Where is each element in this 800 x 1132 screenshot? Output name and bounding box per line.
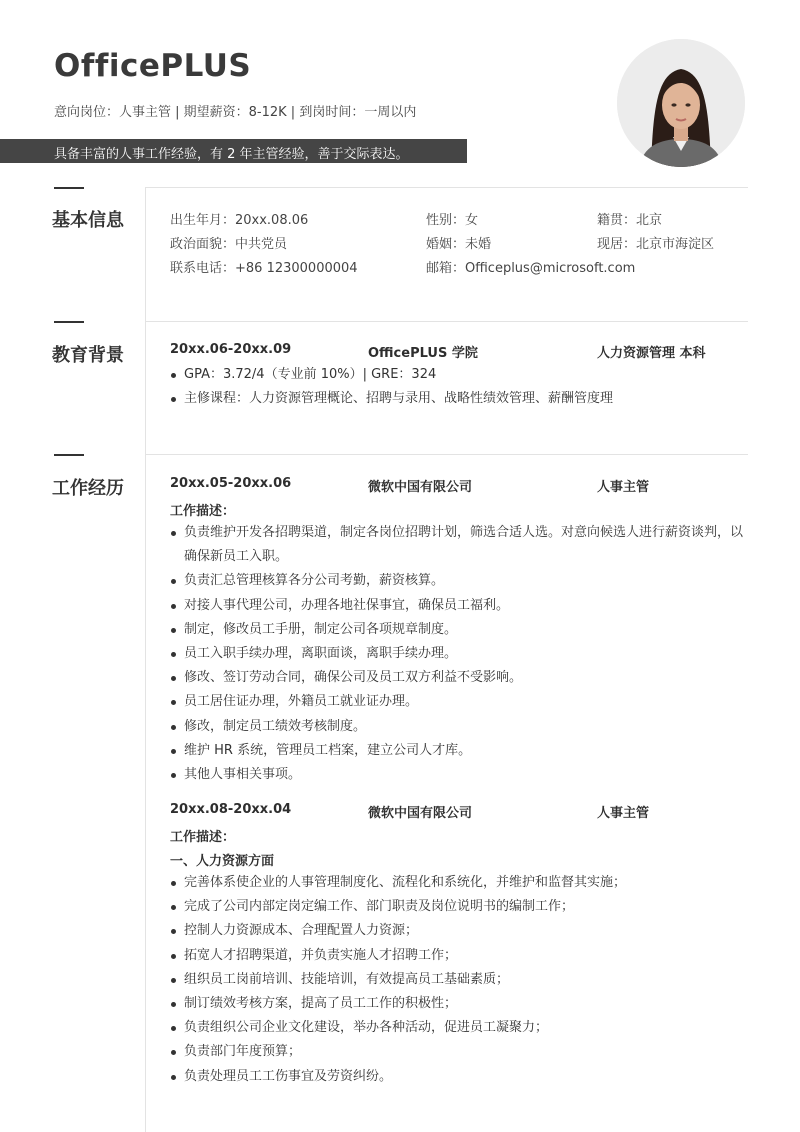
list-item: 对接人事代理公司，办理各地社保事宜，确保员工福利。 bbox=[170, 594, 748, 618]
job-position: 人事主管 bbox=[597, 480, 650, 495]
section-divider-education bbox=[145, 321, 748, 322]
section-title-work: 工作经历 bbox=[52, 478, 124, 499]
email-address: 邮箱：Officeplus@microsoft.com bbox=[426, 261, 636, 276]
job-period: 20xx.08-20xx.04 bbox=[170, 802, 292, 817]
job-duties-list bbox=[170, 521, 748, 787]
native-place: 籍贯：北京 bbox=[597, 213, 663, 228]
job-description-label: 工作描述： bbox=[170, 504, 236, 519]
summary-text: 具备丰富的人事工作经验，有 2 年主管经验，善于交际表达。 bbox=[54, 147, 409, 162]
education-period: 20xx.06-20xx.09 bbox=[170, 342, 292, 357]
left-column-divider bbox=[145, 188, 146, 1132]
school-name: OfficePLUS 学院 bbox=[368, 346, 478, 361]
list-item: 控制人力资源成本、合理配置人力资源； bbox=[170, 919, 626, 943]
list-item: 负责汇总管理核算各分公司考勤，薪资核算。 bbox=[170, 569, 748, 593]
section-divider-work bbox=[145, 454, 748, 455]
list-item: 制订绩效考核方案，提高了员工工作的积极性； bbox=[170, 992, 626, 1016]
job-position: 人事主管 bbox=[597, 806, 650, 821]
company-name: 微软中国有限公司 bbox=[368, 480, 473, 495]
current-residence: 现居：北京市海淀区 bbox=[597, 237, 715, 252]
list-item: 员工居住证办理，外籍员工就业证办理。 bbox=[170, 690, 748, 714]
birth-date: 出生年月：20xx.08.06 bbox=[170, 213, 309, 228]
list-item: 维护 HR 系统，管理员工档案，建立公司人才库。 bbox=[170, 739, 748, 763]
job-intent-line: 意向岗位：人事主管 | 期望薪资：8-12K | 到岗时间：一周以内 bbox=[54, 105, 417, 120]
section-divider-basic bbox=[145, 187, 748, 188]
political-status: 政治面貌：中共党员 bbox=[170, 237, 288, 252]
section-marker bbox=[54, 187, 84, 189]
list-item: 其他人事相关事项。 bbox=[170, 763, 748, 787]
section-marker bbox=[54, 454, 84, 456]
profile-photo bbox=[617, 39, 745, 167]
section-marker bbox=[54, 321, 84, 323]
major-degree: 人力资源管理 本科 bbox=[597, 346, 706, 361]
candidate-name: OfficePLUS bbox=[54, 48, 252, 84]
education-details-list bbox=[170, 363, 613, 411]
job-duties-list bbox=[170, 871, 626, 1089]
list-item: 负责部门年度预算； bbox=[170, 1040, 626, 1064]
section-title-education: 教育背景 bbox=[52, 345, 124, 366]
list-item: 完善体系使企业的人事管理制度化、流程化和系统化，并维护和监督其实施； bbox=[170, 871, 626, 895]
list-item: 主修课程：人力资源管理概论、招聘与录用、战略性绩效管理、薪酬管度理 bbox=[170, 387, 613, 411]
list-item: 制定，修改员工手册，制定公司各项规章制度。 bbox=[170, 618, 748, 642]
portrait-illustration bbox=[617, 39, 745, 167]
job-period: 20xx.05-20xx.06 bbox=[170, 476, 292, 491]
list-item: 完成了公司内部定岗定编工作、部门职责及岗位说明书的编制工作； bbox=[170, 895, 626, 919]
job-description-label: 工作描述： bbox=[170, 830, 236, 845]
list-item: 拓宽人才招聘渠道，并负责实施人才招聘工作； bbox=[170, 944, 626, 968]
summary-banner bbox=[0, 139, 467, 163]
list-item: 负责组织公司企业文化建设，举办各种活动，促进员工凝聚力； bbox=[170, 1016, 626, 1040]
list-item: 修改、签订劳动合同，确保公司及员工双方利益不受影响。 bbox=[170, 666, 748, 690]
gender: 性别：女 bbox=[426, 213, 479, 228]
list-item: 修改，制定员工绩效考核制度。 bbox=[170, 715, 748, 739]
phone-number: 联系电话：+86 12300000004 bbox=[170, 261, 358, 276]
section-title-basic: 基本信息 bbox=[52, 210, 124, 231]
list-item: 负责维护开发各招聘渠道，制定各岗位招聘计划，筛选合适人选。对意向候选人进行薪资谈判，以确保新员工入职。 bbox=[170, 521, 748, 569]
duty-subheading: 一、人力资源方面 bbox=[170, 854, 275, 869]
list-item: 组织员工岗前培训、技能培训，有效提高员工基础素质； bbox=[170, 968, 626, 992]
list-item: GPA：3.72/4（专业前 10%）| GRE：324 bbox=[170, 363, 613, 387]
marital-status: 婚姻：未婚 bbox=[426, 237, 492, 252]
company-name: 微软中国有限公司 bbox=[368, 806, 473, 821]
list-item: 负责处理员工工伤事宜及劳资纠纷。 bbox=[170, 1065, 626, 1089]
list-item: 员工入职手续办理，离职面谈，离职手续办理。 bbox=[170, 642, 748, 666]
